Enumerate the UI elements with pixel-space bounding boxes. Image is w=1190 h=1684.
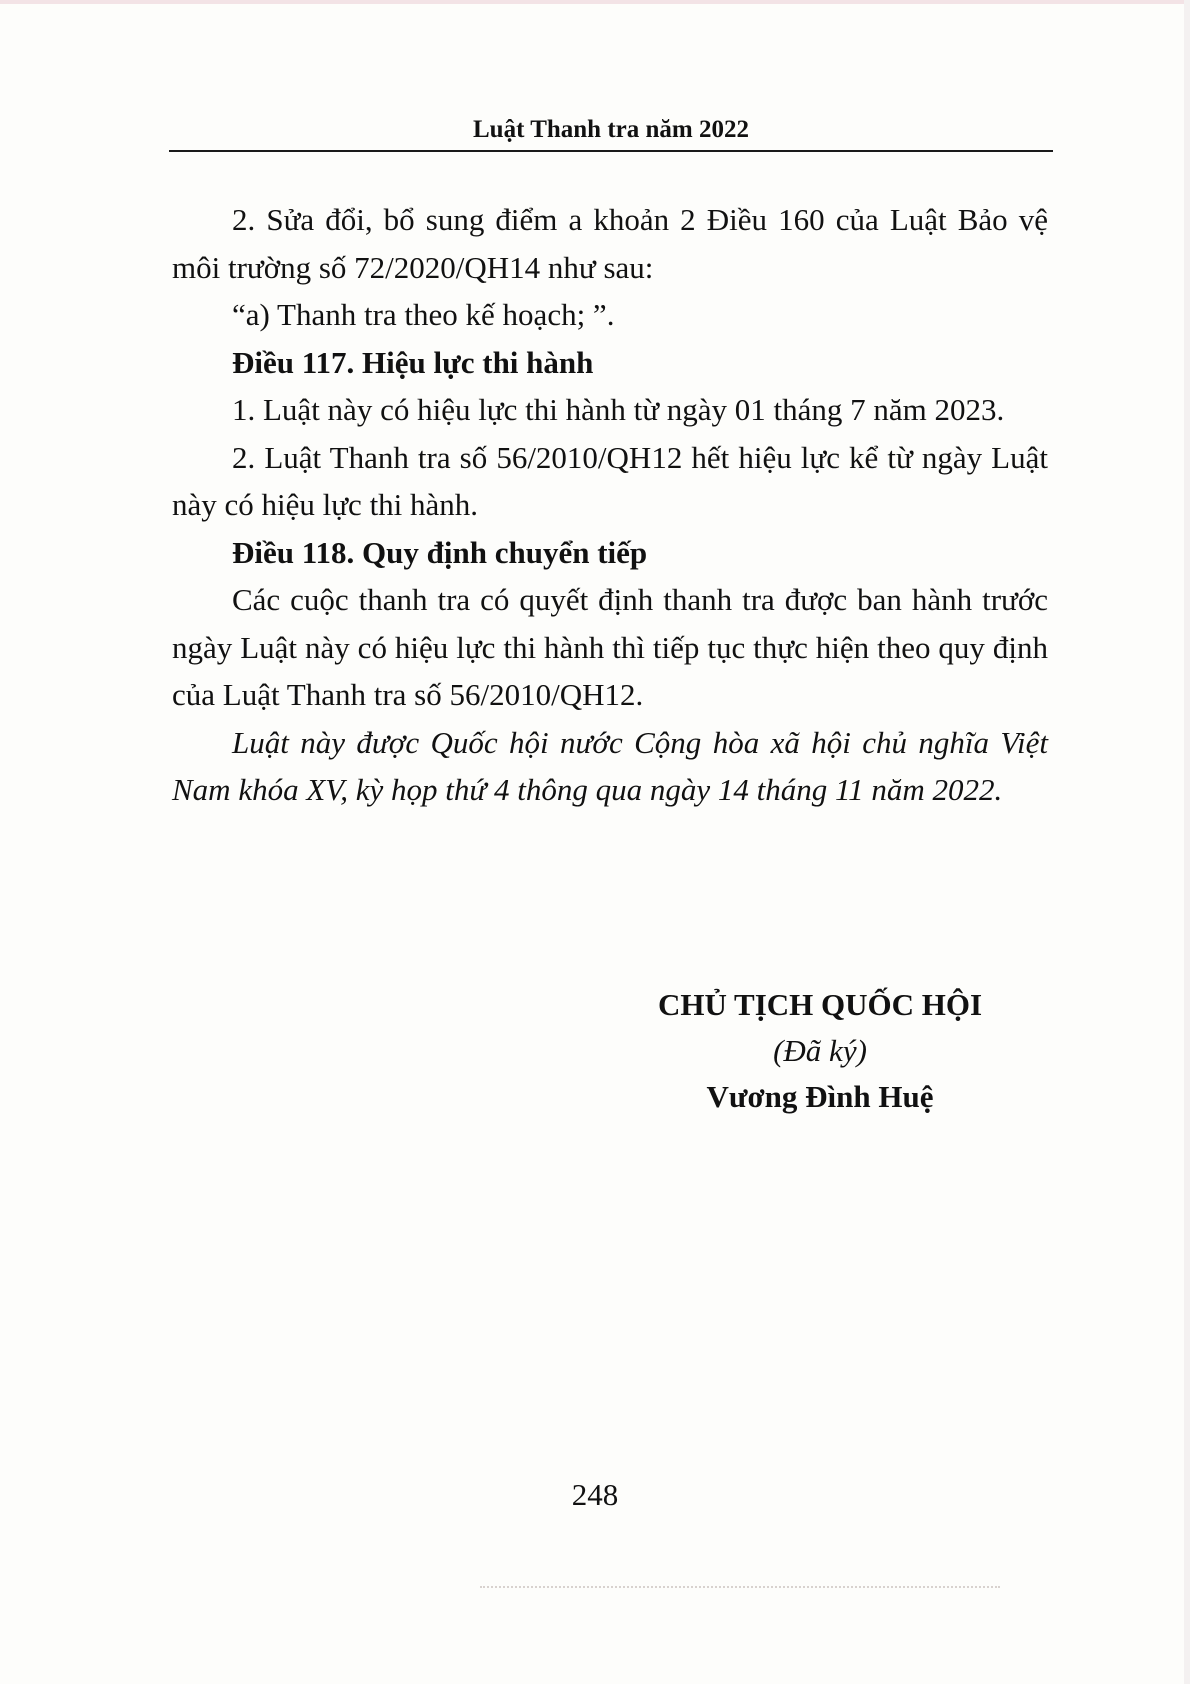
header-rule bbox=[169, 150, 1053, 152]
article-117-clause-1: 1. Luật này có hiệu lực thi hành từ ngày 01 tháng 7 năm 2023. bbox=[232, 392, 1005, 427]
scan-artifact-dots bbox=[480, 1586, 1000, 1588]
article-118-heading: Điều 118. Quy định chuyển tiếp bbox=[232, 534, 648, 570]
signed-note: (Đã ký) bbox=[773, 1033, 867, 1068]
scan-edge-top bbox=[0, 0, 1190, 4]
article-117-heading: Điều 117. Hiệu lực thi hành bbox=[232, 344, 594, 380]
signature-block bbox=[605, 982, 1035, 1120]
page-number: 248 bbox=[571, 1477, 619, 1512]
paragraph-amendment: 2. Sửa đổi, bổ sung điểm a khoản 2 Điều 160 của Luật Bảo vệ môi trường số 72/2020/QH14 như sau: bbox=[172, 202, 1048, 285]
article-118-text: Các cuộc thanh tra có quyết định thanh tra được ban hành trước ngày Luật này có hiệu lực thi hành thì tiếp tục thực hiện theo quy định của Luật Thanh tra số 56/2010/QH12. bbox=[172, 582, 1048, 712]
document-body bbox=[172, 196, 1048, 814]
paragraph-amendment-quote: “a) Thanh tra theo kế hoạch; ”. bbox=[232, 297, 615, 332]
scan-edge-right bbox=[1184, 0, 1190, 1684]
signatory-title: CHỦ TỊCH QUỐC HỘI bbox=[657, 987, 983, 1022]
signatory-name: Vương Đình Huệ bbox=[706, 1079, 934, 1114]
running-header: Luật Thanh tra năm 2022 bbox=[473, 116, 749, 143]
closing-statement: Luật này được Quốc hội nước Cộng hòa xã hội chủ nghĩa Việt Nam khóa XV, kỳ họp thứ 4 thông qua ngày 14 tháng 11 năm 2022. bbox=[172, 724, 1048, 807]
article-117-clause-2: 2. Luật Thanh tra số 56/2010/QH12 hết hiệu lực kể từ ngày Luật này có hiệu lực thi hành. bbox=[172, 439, 1048, 522]
